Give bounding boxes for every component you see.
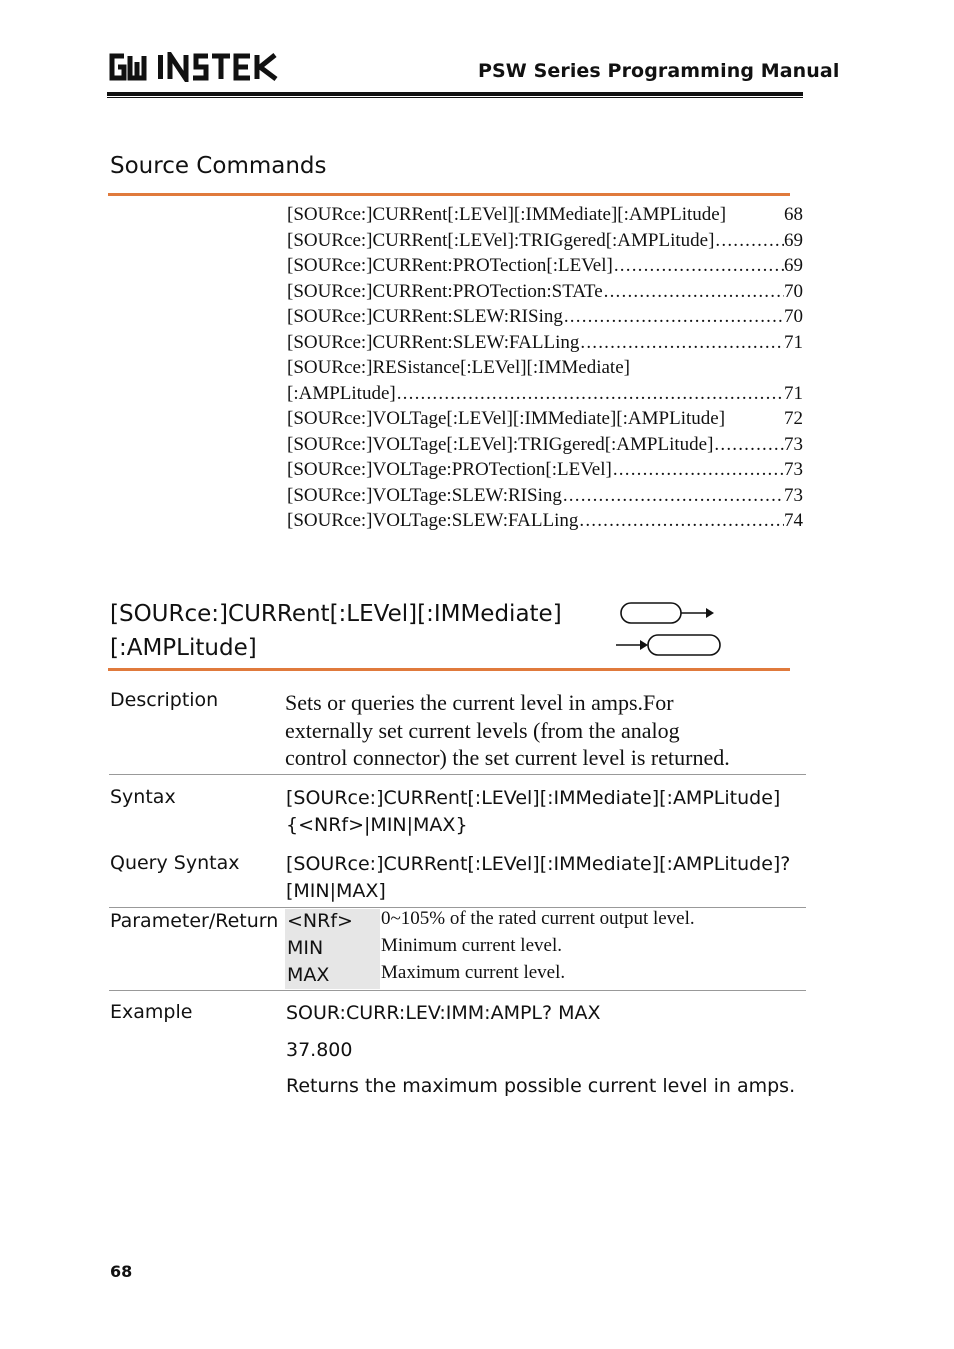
toc-entry[interactable]: [SOURce:]VOLTage:PROTection[:LEVel] ..... 73 (287, 457, 803, 483)
toc-entry[interactable]: [SOURce:]CURRent:PROTection[:LEVel] ..... 69 (287, 253, 803, 279)
example-label: Example (110, 1001, 193, 1023)
toc-leader (562, 483, 784, 509)
toc-entry[interactable]: [SOURce:]VOLTage:SLEW:FALLing ..... 74 (287, 508, 803, 534)
toc-entry[interactable]: [SOURce:]CURRent[:LEVel]:TRIGgered[:AMPLitude] ..... 69 (287, 228, 803, 254)
toc-entry[interactable]: [SOURce:]VOLTage[:LEVel]:TRIGgered[:AMPLitude] ..... 73 (287, 432, 803, 458)
toc-entry[interactable]: [SOURce:]VOLTage:SLEW:RISing ..... 73 (287, 483, 803, 509)
toc-entry[interactable]: [SOURce:]CURRent:SLEW:FALLing ..... 71 (287, 330, 803, 356)
page-number: 68 (110, 1262, 133, 1281)
description-label: Description (110, 689, 219, 711)
example-response: 37.800 (286, 1039, 353, 1061)
syntax-label: Syntax (110, 786, 176, 808)
description-text: Sets or queries the current level in amps.For externally set current levels (from the analog control connector) the set current level is returned. (285, 690, 730, 770)
toc-leader (579, 330, 784, 356)
table-of-contents (287, 202, 803, 534)
toc-entry[interactable]: [SOURce:]CURRent:PROTection:STATe ..... 70 (287, 279, 803, 305)
toc-entry[interactable]: [SOURce:]CURRent:SLEW:RISing ..... 70 (287, 304, 803, 330)
toc-entry[interactable]: [SOURce:]VOLTage[:LEVel][:IMMediate][:AMPLitude] 72 (287, 408, 803, 429)
command-title-line1: [SOURce:]CURRent[:LEVel][:IMMediate] (110, 601, 562, 627)
toc-entry-first-line[interactable]: [SOURce:]RESistance[:LEVel][:IMMediate] (287, 357, 630, 378)
header-rule-thin (107, 97, 803, 98)
query-command-icon (614, 633, 722, 657)
toc-entry[interactable]: [:AMPLitude] ..... 71 (287, 381, 803, 407)
param-min: MIN (287, 937, 324, 959)
toc-leader (713, 432, 784, 458)
toc-leader (612, 457, 784, 483)
param-nrf: <NRf> (287, 910, 353, 932)
param-min-desc: Minimum current level. (381, 935, 562, 956)
toc-leader (563, 304, 784, 330)
param-nrf-desc: 0~105% of the rated current output level. (381, 908, 695, 929)
document-title: PSW Series Programming Manual (478, 60, 840, 82)
param-max-desc: Maximum current level. (381, 962, 566, 983)
gw-instek-logo (108, 52, 278, 82)
toc-leader (396, 381, 784, 407)
example-command: SOUR:CURR:LEV:IMM:AMPL? MAX (286, 1002, 601, 1024)
row-divider (109, 774, 806, 775)
set-command-icon (618, 601, 718, 625)
query-syntax-text: [SOURce:]CURRent[:LEVel][:IMMediate][:AMPLitude]? [MIN|MAX] (286, 853, 791, 902)
toc-leader (714, 228, 784, 254)
param-max: MAX (287, 964, 330, 986)
command-title-line2: [:AMPLitude] (110, 635, 257, 661)
example-explanation: Returns the maximum possible current level in amps. (286, 1075, 796, 1097)
parameter-label: Parameter/Return (110, 910, 279, 932)
row-divider (109, 990, 806, 991)
query-syntax-label: Query Syntax (110, 852, 240, 874)
header-rule (107, 92, 803, 96)
command-title (110, 597, 562, 665)
section-title: Source Commands (110, 153, 327, 179)
toc-leader (603, 279, 784, 305)
syntax-text: [SOURce:]CURRent[:LEVel][:IMMediate][:AMPLitude] {<NRf>|MIN|MAX} (286, 787, 781, 836)
command-rule (108, 668, 790, 671)
toc-leader (613, 253, 784, 279)
section-rule (108, 193, 790, 196)
toc-entry[interactable]: [SOURce:]CURRent[:LEVel][:IMMediate][:AMPLitude] 68 (287, 204, 803, 225)
toc-leader (578, 508, 784, 534)
